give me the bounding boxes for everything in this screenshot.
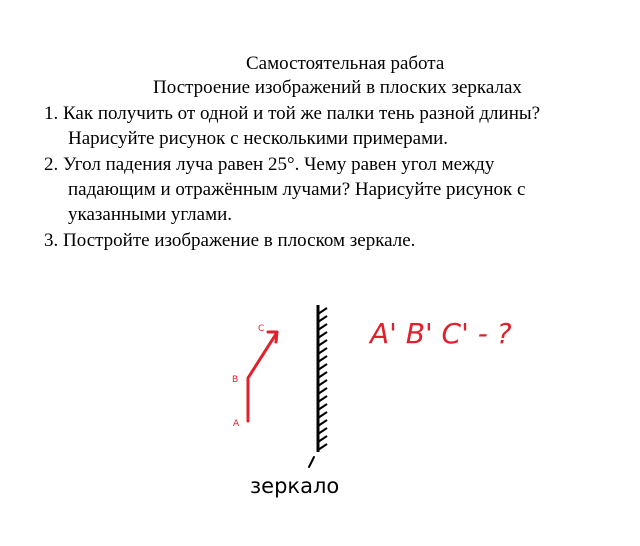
mirror-pointer: [309, 457, 314, 467]
mirror: [309, 305, 327, 467]
object-abc: [248, 332, 277, 421]
page-subtitle: Построение изображений в плоских зеркалах: [153, 77, 522, 98]
question-3-line-1: 3. Постройте изображение в плоском зеркале.: [44, 230, 416, 251]
page-title: Самостоятельная работа: [246, 53, 445, 74]
object-polyline: [248, 334, 276, 421]
question-1-line-2: Нарисуйте рисунок с несколькими примерами.: [68, 128, 449, 149]
question-2-line-3: указанными углами.: [68, 204, 233, 225]
question-2-line-1: 2. Угол падения луча равен 25°. Чему равен угол между: [44, 154, 495, 175]
label-b: B: [232, 375, 239, 385]
mirror-label: зеркало: [250, 474, 340, 498]
label-a: A: [233, 419, 240, 429]
question-1-line-1: 1. Как получить от одной и той же палки тень разной длины?: [44, 103, 541, 124]
question-image: A' B' C' - ?: [370, 317, 512, 350]
question-2-line-2: падающим и отражённым лучами? Нарисуйте рисунок с: [68, 179, 526, 200]
label-c: C: [258, 324, 265, 334]
